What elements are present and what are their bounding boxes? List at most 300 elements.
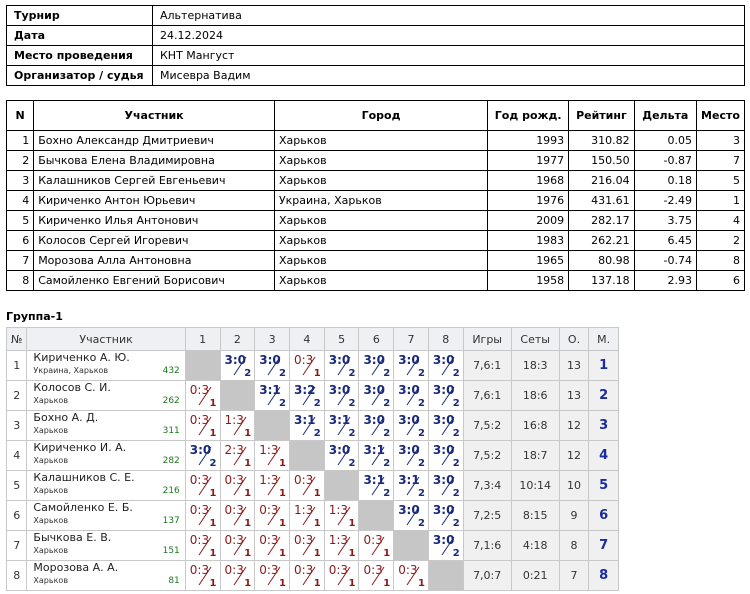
match-result-cell bbox=[428, 441, 463, 471]
rating: 80.98 bbox=[569, 251, 634, 271]
match-points: 1 bbox=[313, 518, 321, 529]
match-points: 1 bbox=[348, 578, 356, 589]
rating: 282.17 bbox=[569, 211, 634, 231]
place-stat: 2 bbox=[589, 381, 619, 411]
match-result-cell bbox=[220, 471, 255, 501]
match-points: 1 bbox=[417, 578, 425, 589]
table-row bbox=[7, 441, 619, 471]
match-score: 3:0 bbox=[432, 473, 455, 487]
self-match-cell bbox=[220, 381, 255, 411]
match-points: 1 bbox=[279, 548, 286, 559]
sets-stat: 18:3 bbox=[511, 351, 559, 381]
rating: 262.21 bbox=[569, 231, 634, 251]
match-score: 3:0 bbox=[432, 443, 455, 457]
match-points: 2 bbox=[209, 458, 217, 469]
table-row bbox=[7, 471, 619, 501]
match-points: 2 bbox=[417, 458, 425, 469]
games-stat: 7,6:1 bbox=[463, 381, 511, 411]
rating-delta: 3.75 bbox=[634, 211, 696, 231]
match-result-cell bbox=[428, 501, 463, 531]
player-cell bbox=[27, 501, 185, 531]
final-place: 3 bbox=[696, 131, 744, 151]
row-number: 7 bbox=[7, 251, 34, 271]
points-stat: 9 bbox=[559, 501, 589, 531]
place-stat: 6 bbox=[589, 501, 619, 531]
match-points: 1 bbox=[348, 518, 356, 529]
match-score: 1:3 bbox=[293, 503, 314, 517]
match-score: 3:0 bbox=[363, 413, 385, 427]
points-stat: 13 bbox=[559, 381, 589, 411]
player-rating: 311 bbox=[162, 426, 180, 436]
birth-year: 1958 bbox=[488, 271, 569, 291]
sets-stat: 0:21 bbox=[511, 561, 559, 591]
match-points: 2 bbox=[452, 518, 460, 529]
participant-city: Харьков bbox=[274, 211, 487, 231]
group-header-cell: 6 bbox=[359, 328, 394, 351]
player-city: Харьков bbox=[33, 516, 69, 525]
rating-delta: -2.49 bbox=[634, 191, 696, 211]
row-number: 1 bbox=[7, 131, 34, 151]
match-result-cell bbox=[394, 381, 429, 411]
match-score: 3:0 bbox=[432, 413, 455, 427]
rating-delta: -0.74 bbox=[634, 251, 696, 271]
seed-number: 4 bbox=[7, 441, 27, 471]
group-header-cell: 5 bbox=[324, 328, 359, 351]
self-match-cell bbox=[359, 501, 394, 531]
table-row bbox=[7, 231, 745, 251]
final-place: 6 bbox=[696, 271, 744, 291]
player-cell bbox=[27, 441, 185, 471]
match-result-cell bbox=[394, 411, 429, 441]
match-result-cell bbox=[255, 381, 290, 411]
points-stat: 12 bbox=[559, 411, 589, 441]
birth-year: 1977 bbox=[488, 151, 569, 171]
match-score: 0:3 bbox=[189, 473, 210, 487]
match-score: 3:0 bbox=[363, 353, 385, 367]
match-points: 2 bbox=[452, 398, 460, 409]
place-stat: 5 bbox=[589, 471, 619, 501]
group-header-cell: 4 bbox=[289, 328, 324, 351]
match-result-cell bbox=[428, 411, 463, 441]
match-points: 2 bbox=[417, 488, 425, 499]
match-result-cell bbox=[185, 411, 220, 441]
match-points: 1 bbox=[383, 578, 391, 589]
participant-name: Калашников Сергей Евгеньевич bbox=[34, 171, 275, 191]
rating: 216.04 bbox=[569, 171, 634, 191]
match-score: 0:3 bbox=[224, 563, 244, 577]
match-score: 0:3 bbox=[363, 533, 383, 547]
self-match-cell bbox=[255, 411, 290, 441]
table-row bbox=[7, 351, 619, 381]
match-score: 3:1 bbox=[328, 413, 351, 427]
group-header-cell: 2 bbox=[220, 328, 255, 351]
match-result-cell bbox=[394, 351, 429, 381]
games-stat: 7,2:5 bbox=[463, 501, 511, 531]
group-header-cell: М. bbox=[589, 328, 619, 351]
match-score: 0:3 bbox=[189, 413, 210, 427]
place-stat: 4 bbox=[589, 441, 619, 471]
points-stat: 12 bbox=[559, 441, 589, 471]
player-name: Кириченко А. Ю. bbox=[33, 351, 130, 364]
match-score: 3:0 bbox=[328, 353, 351, 367]
seed-number: 1 bbox=[7, 351, 27, 381]
match-result-cell bbox=[324, 501, 359, 531]
match-score: 1:3 bbox=[259, 473, 279, 487]
participant-city: Харьков bbox=[274, 231, 487, 251]
sets-stat: 18:6 bbox=[511, 381, 559, 411]
match-points: 2 bbox=[348, 368, 356, 379]
match-points: 2 bbox=[348, 398, 356, 409]
match-points: 1 bbox=[279, 488, 286, 499]
rating-delta: 2.93 bbox=[634, 271, 696, 291]
info-label: Организатор / судья bbox=[7, 66, 153, 86]
match-points: 2 bbox=[452, 458, 460, 469]
match-score: 0:3 bbox=[189, 533, 210, 547]
sets-stat: 4:18 bbox=[511, 531, 559, 561]
player-city: Харьков bbox=[33, 426, 69, 435]
match-score: 3:1 bbox=[363, 473, 385, 487]
match-result-cell bbox=[289, 411, 324, 441]
match-result-cell bbox=[185, 561, 220, 591]
rating-delta: 0.05 bbox=[634, 131, 696, 151]
match-points: 2 bbox=[348, 458, 356, 469]
match-points: 1 bbox=[244, 428, 252, 439]
match-score: 3:2 bbox=[293, 383, 316, 397]
games-stat: 7,6:1 bbox=[463, 351, 511, 381]
match-score: 3:0 bbox=[189, 443, 212, 457]
row-number: 2 bbox=[7, 151, 34, 171]
match-points: 2 bbox=[452, 488, 460, 499]
player-name: Калашников С. Е. bbox=[33, 471, 135, 484]
sets-stat: 8:15 bbox=[511, 501, 559, 531]
match-result-cell bbox=[324, 441, 359, 471]
match-result-cell bbox=[289, 351, 324, 381]
match-points: 1 bbox=[348, 548, 356, 559]
group-header-cell: Участник bbox=[27, 328, 185, 351]
match-result-cell bbox=[185, 501, 220, 531]
participant-city: Харьков bbox=[274, 271, 487, 291]
self-match-cell bbox=[185, 351, 220, 381]
match-score: 3:0 bbox=[432, 383, 455, 397]
player-rating: 137 bbox=[162, 516, 180, 526]
player-city: Харьков bbox=[33, 576, 69, 585]
player-rating: 216 bbox=[162, 486, 180, 496]
participants-header-cell: Год рожд. bbox=[488, 101, 569, 131]
table-row bbox=[7, 171, 745, 191]
match-score: 0:3 bbox=[224, 533, 244, 547]
match-points: 2 bbox=[383, 398, 391, 409]
match-score: 0:3 bbox=[224, 503, 244, 517]
match-score: 3:0 bbox=[398, 353, 420, 367]
group-header-cell: О. bbox=[559, 328, 589, 351]
match-points: 2 bbox=[348, 428, 356, 439]
match-result-cell bbox=[359, 531, 394, 561]
row-number: 8 bbox=[7, 271, 34, 291]
table-row bbox=[7, 411, 619, 441]
match-result-cell bbox=[289, 381, 324, 411]
seed-number: 2 bbox=[7, 381, 27, 411]
info-label: Турнир bbox=[7, 6, 153, 26]
table-row bbox=[7, 531, 619, 561]
match-result-cell bbox=[359, 411, 394, 441]
match-score: 3:0 bbox=[398, 413, 420, 427]
match-result-cell bbox=[185, 441, 220, 471]
seed-number: 3 bbox=[7, 411, 27, 441]
self-match-cell bbox=[428, 561, 463, 591]
match-points: 1 bbox=[244, 548, 252, 559]
player-rating: 282 bbox=[162, 456, 180, 466]
match-points: 2 bbox=[383, 488, 391, 499]
final-place: 1 bbox=[696, 191, 744, 211]
match-result-cell bbox=[324, 411, 359, 441]
match-result-cell bbox=[359, 471, 394, 501]
match-score: 3:1 bbox=[398, 473, 420, 487]
row-number: 3 bbox=[7, 171, 34, 191]
player-cell bbox=[27, 381, 185, 411]
match-score: 1:3 bbox=[259, 443, 279, 457]
info-label: Дата bbox=[7, 26, 153, 46]
match-points: 1 bbox=[209, 578, 217, 589]
table-row bbox=[7, 211, 745, 231]
points-stat: 10 bbox=[559, 471, 589, 501]
match-result-cell bbox=[428, 381, 463, 411]
match-points: 1 bbox=[209, 398, 217, 409]
participants-header-cell: Место bbox=[696, 101, 744, 131]
match-score: 0:3 bbox=[259, 563, 279, 577]
final-place: 5 bbox=[696, 171, 744, 191]
final-place: 7 bbox=[696, 151, 744, 171]
match-score: 3:0 bbox=[363, 383, 385, 397]
match-result-cell bbox=[185, 381, 220, 411]
match-result-cell bbox=[220, 441, 255, 471]
match-score: 0:3 bbox=[293, 473, 314, 487]
participant-name: Морозова Алла Антоновна bbox=[34, 251, 275, 271]
group-header-cell: 7 bbox=[394, 328, 429, 351]
match-result-cell bbox=[220, 531, 255, 561]
match-points: 2 bbox=[417, 368, 425, 379]
match-score: 0:3 bbox=[293, 563, 314, 577]
match-points: 2 bbox=[417, 398, 425, 409]
participants-header-cell: Рейтинг bbox=[569, 101, 634, 131]
match-points: 1 bbox=[209, 428, 217, 439]
points-stat: 13 bbox=[559, 351, 589, 381]
match-result-cell bbox=[255, 531, 290, 561]
player-city: Харьков bbox=[33, 456, 69, 465]
birth-year: 1968 bbox=[488, 171, 569, 191]
match-score: 3:0 bbox=[398, 443, 420, 457]
match-points: 2 bbox=[383, 368, 391, 379]
table-row bbox=[7, 271, 745, 291]
place-stat: 3 bbox=[589, 411, 619, 441]
table-row bbox=[7, 151, 745, 171]
points-stat: 7 bbox=[559, 561, 589, 591]
match-points: 2 bbox=[279, 368, 286, 379]
match-result-cell bbox=[220, 501, 255, 531]
seed-number: 7 bbox=[7, 531, 27, 561]
match-score: 3:0 bbox=[224, 353, 247, 367]
games-stat: 7,3:4 bbox=[463, 471, 511, 501]
info-value: КНТ Мангуст bbox=[153, 46, 745, 66]
match-score: 0:3 bbox=[189, 563, 210, 577]
match-score: 3:0 bbox=[432, 353, 455, 367]
match-result-cell bbox=[428, 531, 463, 561]
info-row bbox=[7, 66, 745, 86]
info-value: Мисевра Вадим bbox=[153, 66, 745, 86]
participants-header-row bbox=[7, 101, 745, 131]
place-stat: 7 bbox=[589, 531, 619, 561]
match-result-cell bbox=[394, 471, 429, 501]
match-points: 1 bbox=[279, 518, 286, 529]
match-points: 2 bbox=[417, 428, 425, 439]
match-score: 1:3 bbox=[224, 413, 244, 427]
match-result-cell bbox=[255, 561, 290, 591]
match-points: 1 bbox=[313, 368, 321, 379]
match-score: 1:3 bbox=[328, 533, 349, 547]
match-score: 0:3 bbox=[293, 533, 314, 547]
birth-year: 1983 bbox=[488, 231, 569, 251]
player-cell bbox=[27, 411, 185, 441]
group-header-cell: 3 bbox=[255, 328, 290, 351]
match-score: 3:1 bbox=[363, 443, 385, 457]
match-points: 1 bbox=[209, 518, 217, 529]
self-match-cell bbox=[394, 531, 429, 561]
rating: 310.82 bbox=[569, 131, 634, 151]
participants-header-cell: Дельта bbox=[634, 101, 696, 131]
row-number: 4 bbox=[7, 191, 34, 211]
participants-header-cell: N bbox=[7, 101, 34, 131]
match-score: 3:0 bbox=[259, 353, 281, 367]
info-row bbox=[7, 26, 745, 46]
match-points: 1 bbox=[244, 458, 252, 469]
match-result-cell bbox=[394, 501, 429, 531]
match-score: 0:3 bbox=[189, 503, 210, 517]
match-score: 3:0 bbox=[398, 503, 420, 517]
seed-number: 8 bbox=[7, 561, 27, 591]
participant-name: Бохно Александр Дмитриевич bbox=[34, 131, 275, 151]
match-result-cell bbox=[289, 501, 324, 531]
match-score: 0:3 bbox=[259, 503, 279, 517]
match-points: 2 bbox=[279, 398, 286, 409]
match-result-cell bbox=[428, 351, 463, 381]
group-header-cell: 1 bbox=[185, 328, 220, 351]
match-points: 1 bbox=[313, 548, 321, 559]
match-result-cell bbox=[359, 351, 394, 381]
points-stat: 8 bbox=[559, 531, 589, 561]
player-city: Харьков bbox=[33, 396, 69, 405]
birth-year: 2009 bbox=[488, 211, 569, 231]
match-points: 2 bbox=[417, 518, 425, 529]
match-score: 3:1 bbox=[259, 383, 281, 397]
match-points: 2 bbox=[383, 458, 391, 469]
player-name: Кириченко И. А. bbox=[33, 441, 127, 454]
match-result-cell bbox=[359, 561, 394, 591]
match-score: 3:1 bbox=[293, 413, 316, 427]
match-score: 3:0 bbox=[328, 383, 351, 397]
row-number: 6 bbox=[7, 231, 34, 251]
player-name: Морозова А. А. bbox=[33, 561, 119, 574]
match-points: 1 bbox=[209, 548, 217, 559]
player-name: Бохно А. Д. bbox=[33, 411, 99, 424]
match-points: 2 bbox=[452, 548, 460, 559]
participant-city: Харьков bbox=[274, 251, 487, 271]
match-result-cell bbox=[324, 351, 359, 381]
match-result-cell bbox=[394, 561, 429, 591]
match-result-cell bbox=[324, 531, 359, 561]
player-city: Харьков bbox=[33, 546, 69, 555]
match-result-cell bbox=[324, 561, 359, 591]
match-result-cell bbox=[255, 351, 290, 381]
rating-delta: -0.87 bbox=[634, 151, 696, 171]
player-name: Самойленко Е. Б. bbox=[33, 501, 133, 514]
match-points: 2 bbox=[452, 428, 460, 439]
participants-table bbox=[6, 100, 745, 291]
info-row bbox=[7, 6, 745, 26]
match-result-cell bbox=[255, 501, 290, 531]
participant-name: Кириченко Илья Антонович bbox=[34, 211, 275, 231]
rating: 137.18 bbox=[569, 271, 634, 291]
match-result-cell bbox=[359, 441, 394, 471]
rating: 150.50 bbox=[569, 151, 634, 171]
match-score: 0:3 bbox=[398, 563, 418, 577]
games-stat: 7,1:6 bbox=[463, 531, 511, 561]
participant-city: Украина, Харьков bbox=[274, 191, 487, 211]
match-points: 1 bbox=[279, 458, 286, 469]
final-place: 2 bbox=[696, 231, 744, 251]
match-points: 1 bbox=[383, 548, 391, 559]
match-score: 3:0 bbox=[432, 503, 455, 517]
player-city: Украина, Харьков bbox=[33, 366, 109, 375]
table-row bbox=[7, 191, 745, 211]
participant-city: Харьков bbox=[274, 151, 487, 171]
match-result-cell bbox=[220, 561, 255, 591]
group-header-cell: 8 bbox=[428, 328, 463, 351]
place-stat: 1 bbox=[589, 351, 619, 381]
match-score: 0:3 bbox=[224, 473, 244, 487]
table-row bbox=[7, 561, 619, 591]
player-name: Колосов С. И. bbox=[33, 381, 111, 394]
match-points: 1 bbox=[313, 578, 321, 589]
participants-header-cell: Участник bbox=[34, 101, 275, 131]
match-score: 3:0 bbox=[328, 443, 351, 457]
final-place: 4 bbox=[696, 211, 744, 231]
match-result-cell bbox=[289, 471, 324, 501]
games-stat: 7,5:2 bbox=[463, 411, 511, 441]
player-rating: 81 bbox=[168, 576, 180, 586]
group-header-cell: Игры bbox=[463, 328, 511, 351]
birth-year: 1993 bbox=[488, 131, 569, 151]
player-rating: 262 bbox=[162, 396, 180, 406]
match-score: 0:3 bbox=[328, 563, 349, 577]
player-rating: 151 bbox=[162, 546, 180, 556]
info-value: Альтернатива bbox=[153, 6, 745, 26]
rating: 431.61 bbox=[569, 191, 634, 211]
participant-city: Харьков bbox=[274, 171, 487, 191]
rating-delta: 0.18 bbox=[634, 171, 696, 191]
participant-name: Бычкова Елена Владимировна bbox=[34, 151, 275, 171]
participant-name: Кириченко Антон Юрьевич bbox=[34, 191, 275, 211]
final-place: 8 bbox=[696, 251, 744, 271]
info-row bbox=[7, 46, 745, 66]
sets-stat: 16:8 bbox=[511, 411, 559, 441]
match-points: 1 bbox=[279, 578, 286, 589]
seed-number: 6 bbox=[7, 501, 27, 531]
match-result-cell bbox=[324, 381, 359, 411]
match-result-cell bbox=[220, 351, 255, 381]
group-title: Группа-1 bbox=[6, 310, 63, 323]
games-stat: 7,5:2 bbox=[463, 441, 511, 471]
participant-name: Колосов Сергей Игоревич bbox=[34, 231, 275, 251]
player-city: Харьков bbox=[33, 486, 69, 495]
